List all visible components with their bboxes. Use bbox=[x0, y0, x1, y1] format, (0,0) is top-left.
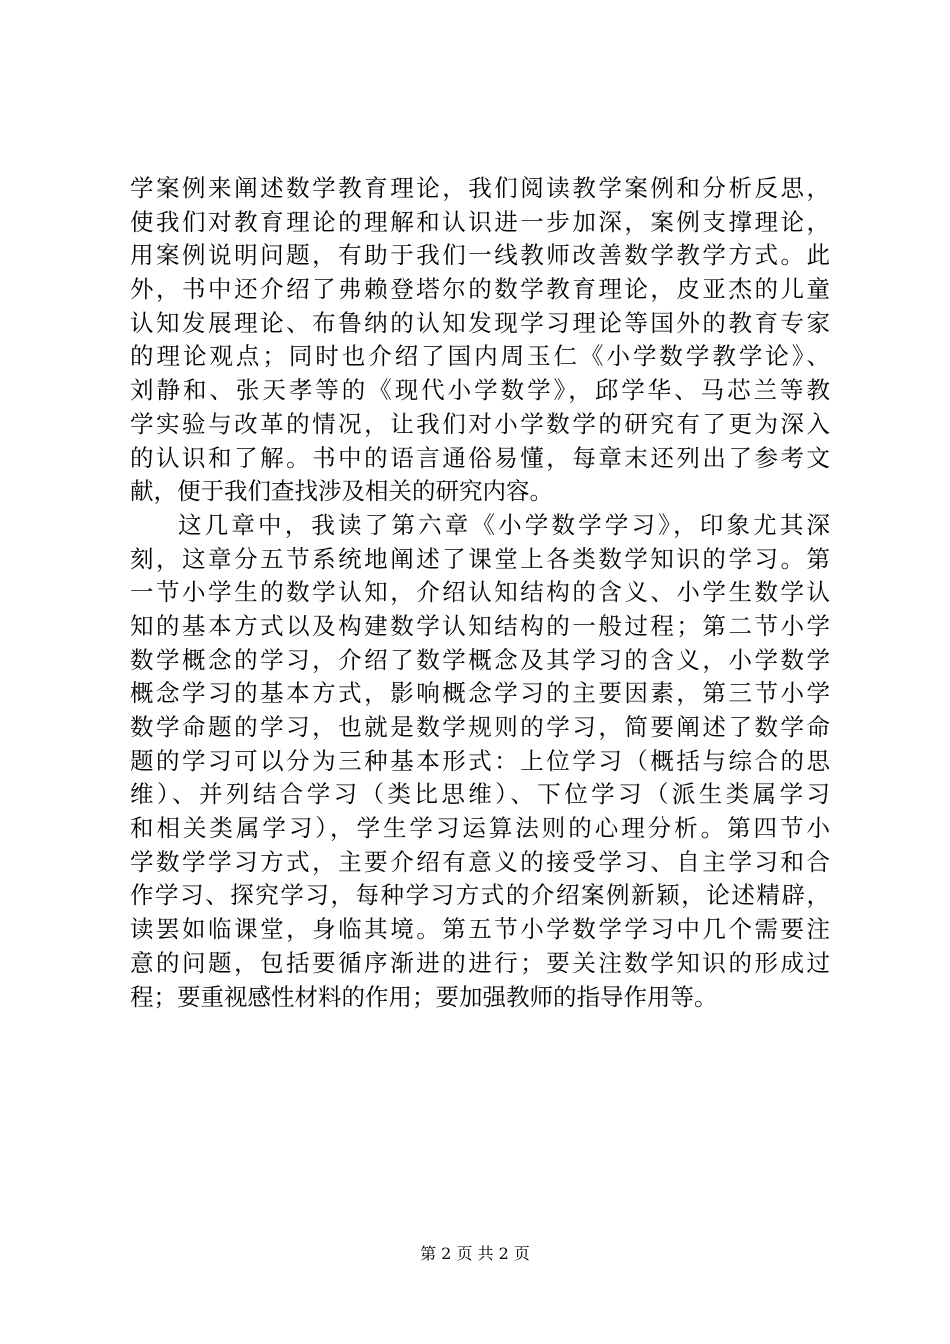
paragraph-1-line: 学实验与改革的情况，让我们对小学数学的研究有了更为深入 bbox=[130, 409, 830, 438]
body-text bbox=[130, 172, 830, 1014]
paragraph-2-line: 意的问题，包括要循序渐进的进行；要关注数学知识的形成过 bbox=[130, 948, 830, 977]
page-number-footer: 第 2 页 共 2 页 bbox=[420, 1244, 530, 1263]
paragraph-2-line: 读罢如临课堂，身临其境。第五节小学数学学习中几个需要注 bbox=[130, 915, 830, 944]
paragraph-2-line: 刻，这章分五节系统地阐述了课堂上各类数学知识的学习。第 bbox=[130, 544, 830, 573]
paragraph-2-line: 这几章中，我读了第六章《小学数学学习》，印象尤其深 bbox=[178, 510, 830, 539]
paragraph-2-line: 一节小学生的数学认知，介绍认知结构的含义、小学生数学认 bbox=[130, 578, 830, 607]
paragraph-2-line: 数学命题的学习，也就是数学规则的学习，简要阐述了数学命 bbox=[130, 713, 830, 741]
paragraph-1-line: 学案例来阐述数学教育理论，我们阅读教学案例和分析反思， bbox=[130, 174, 830, 202]
paragraph-1-line: 的理论观点；同时也介绍了国内周玉仁《小学数学教学论》、 bbox=[130, 342, 830, 371]
paragraph-1-line: 使我们对教育理论的理解和认识进一步加深，案例支撑理论， bbox=[130, 207, 830, 236]
paragraph-1-line: 认知发展理论、布鲁纳的认知发现学习理论等国外的教育专家 bbox=[130, 308, 830, 337]
paragraph-2-line: 维）、并列结合学习（类比思维）、下位学习（派生类属学习 bbox=[130, 780, 830, 809]
paragraph-2-line: 作学习、探究学习，每种学习方式的介绍案例新颖，论述精辟， bbox=[130, 881, 830, 910]
paragraph-2-line: 和相关类属学习），学生学习运算法则的心理分析。第四节小 bbox=[130, 814, 830, 843]
paragraph-2-line: 数学概念的学习，介绍了数学概念及其学习的含义，小学数学 bbox=[130, 645, 830, 674]
paragraph-2-line: 概念学习的基本方式，影响概念学习的主要因素，第三节小学 bbox=[130, 679, 830, 708]
paragraph-1-line: 刘静和、张天孝等的《现代小学数学》，邱学华、马芯兰等教 bbox=[130, 376, 830, 405]
paragraph-2-line: 知的基本方式以及构建数学认知结构的一般过程；第二节小学 bbox=[130, 611, 830, 640]
paragraph-1-line: 外，书中还介绍了弗赖登塔尔的数学教育理论，皮亚杰的儿童 bbox=[130, 275, 830, 304]
paragraph-1-line: 献，便于我们查找涉及相关的研究内容。 bbox=[130, 477, 553, 506]
paragraph-2-line: 程；要重视感性材料的作用；要加强教师的指导作用等。 bbox=[130, 982, 718, 1011]
paragraph-1-line: 的认识和了解。书中的语言通俗易懂，每章末还列出了参考文 bbox=[130, 443, 830, 472]
paragraph-2-line: 学数学学习方式，主要介绍有意义的接受学习、自主学习和合 bbox=[130, 847, 830, 876]
paragraph-1-line: 用案例说明问题，有助于我们一线教师改善数学教学方式。此 bbox=[130, 241, 830, 270]
paragraph-2-line: 题的学习可以分为三种基本形式：上位学习（概括与综合的思 bbox=[130, 746, 830, 775]
